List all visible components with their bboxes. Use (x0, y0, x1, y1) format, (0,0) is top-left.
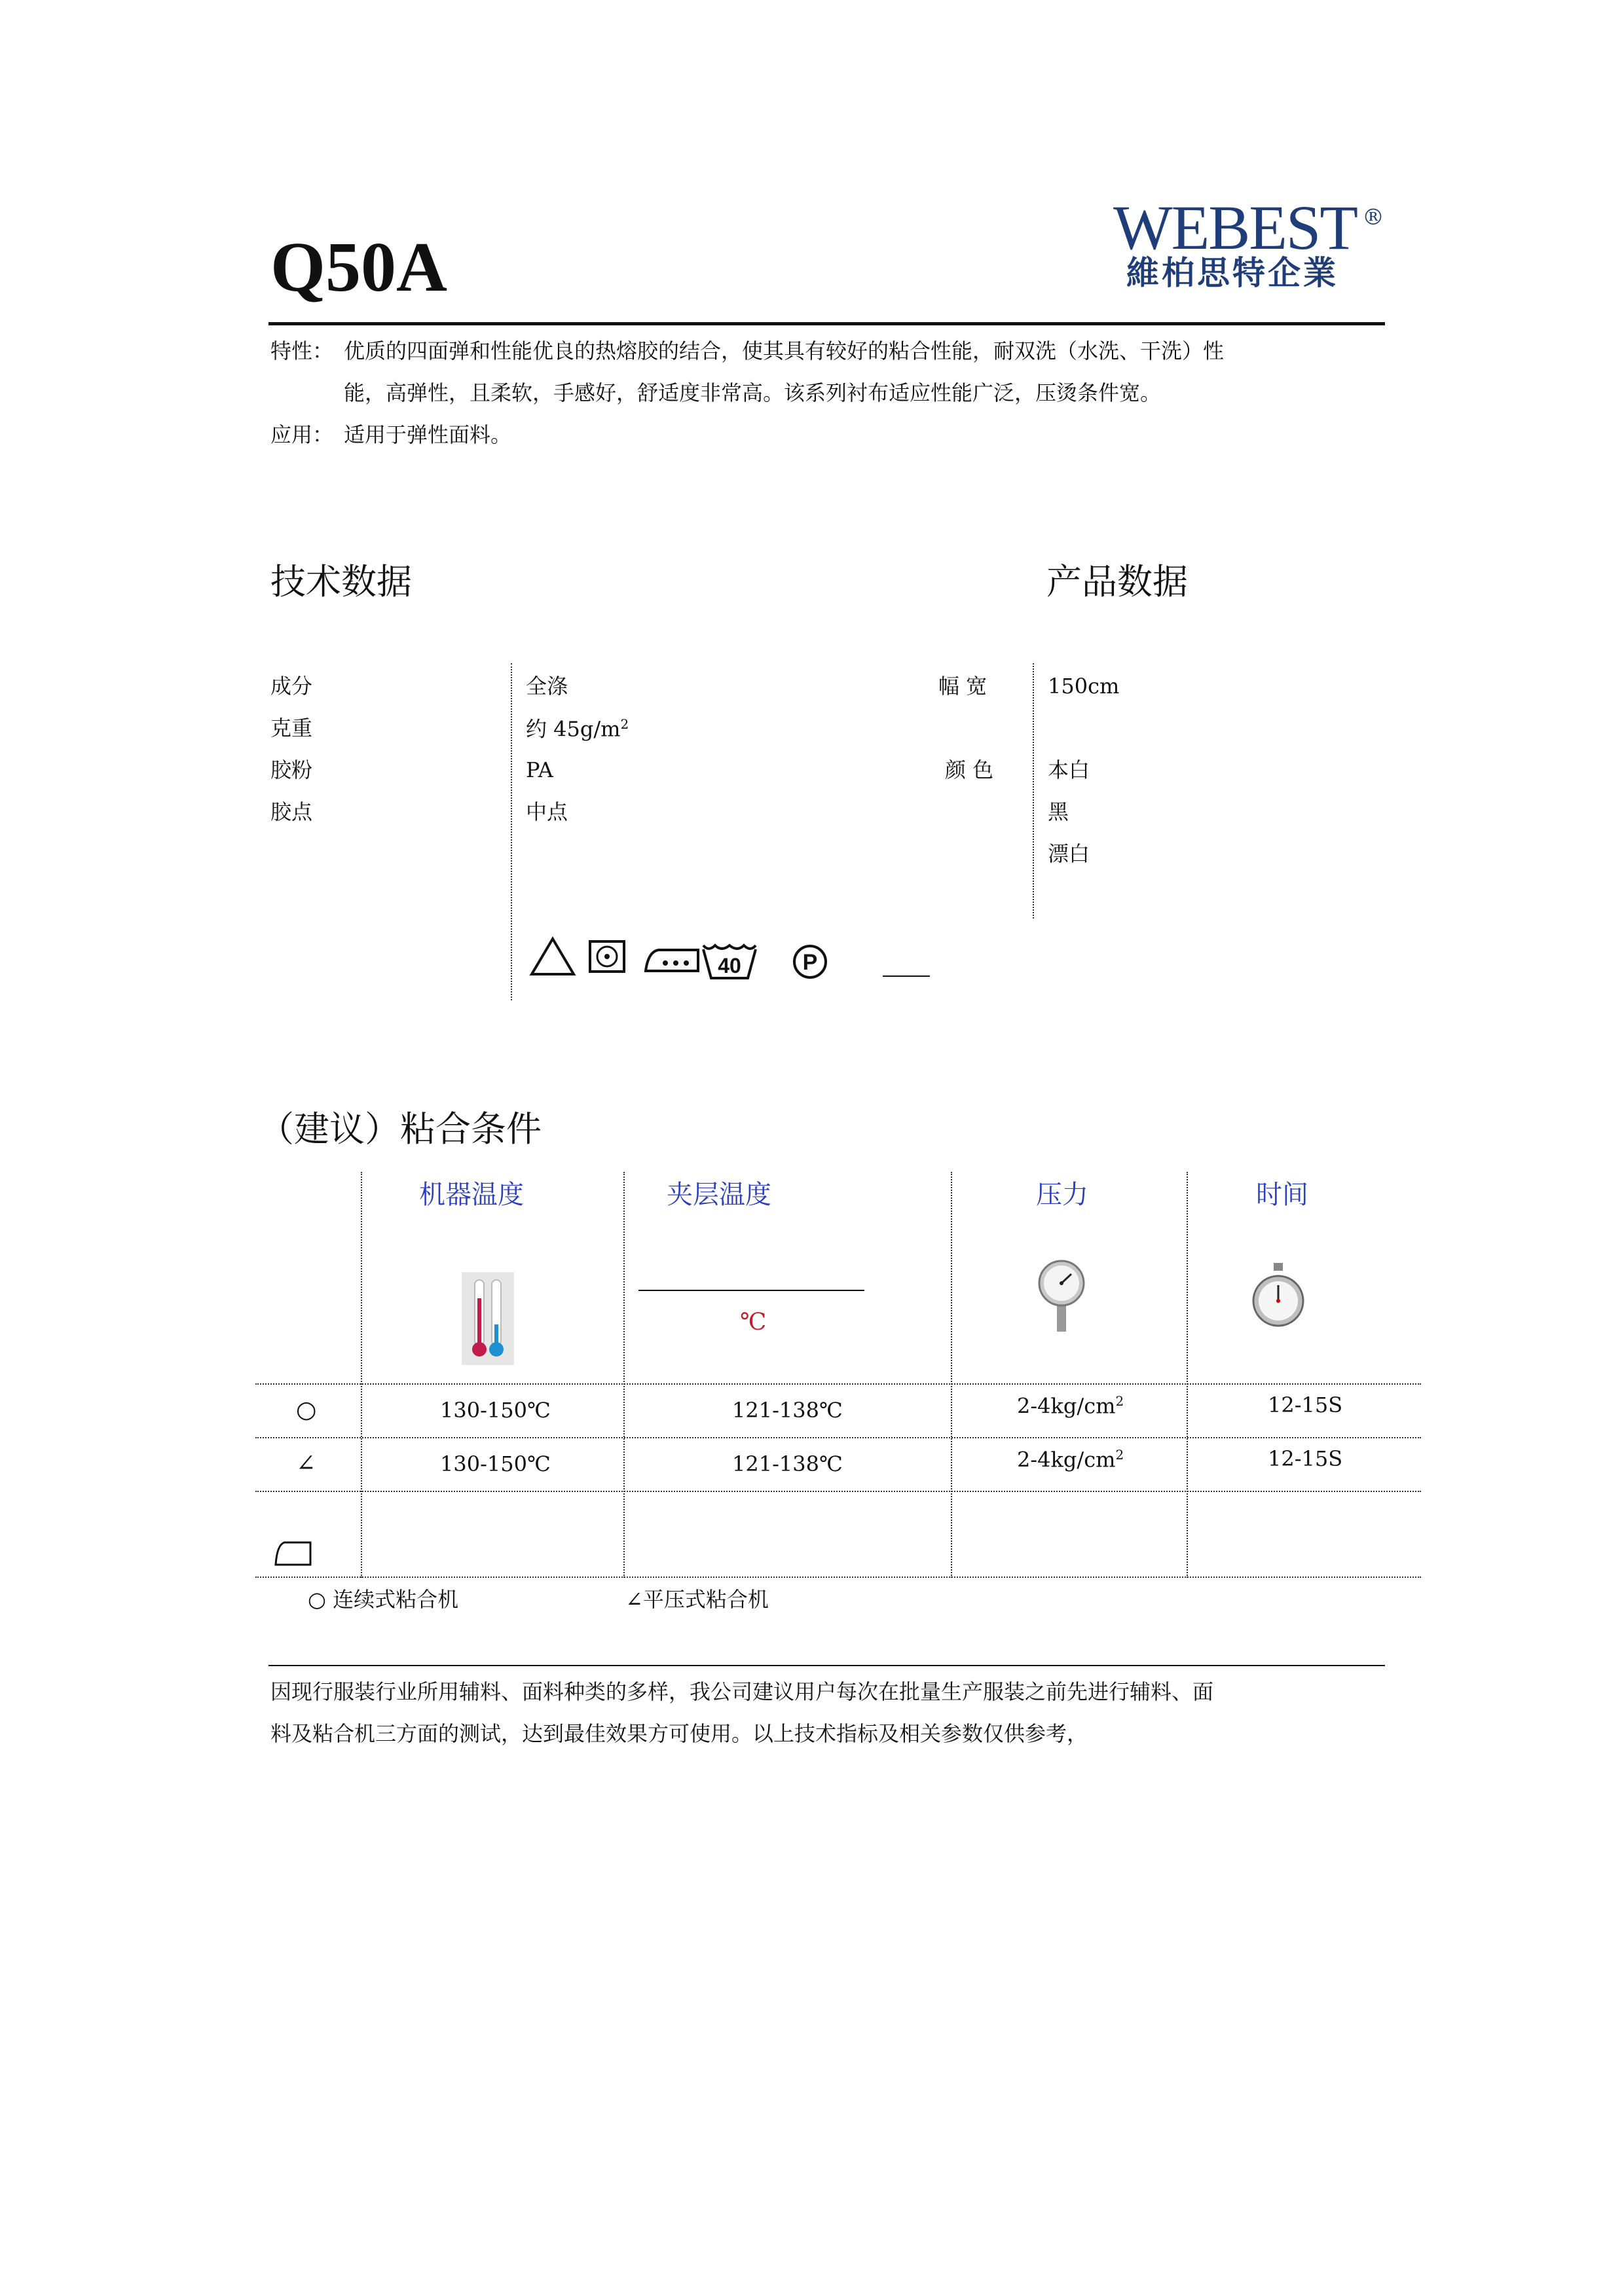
iron-row-icon (274, 1539, 313, 1567)
dryclean-p-icon (791, 943, 829, 981)
application-text: 适用于弹性面料。 (344, 422, 512, 447)
layer-temp-unit: ℃ (740, 1309, 767, 1336)
bond-col-divider-3 (951, 1172, 952, 1578)
product-color-2: 黑 (1048, 799, 1069, 824)
tech-data-heading: 技术数据 (270, 561, 412, 602)
header-divider (268, 322, 1385, 325)
triangle-bleach-icon (529, 936, 576, 977)
footer-line-1: 因现行服装行业所用辅料、面料种类的多样，我公司建议用户每次在批量生产服装之前先进行辅料、面 (270, 1679, 1214, 1704)
application-label: 应用： (270, 422, 334, 447)
product-width-label: 幅 宽 (938, 674, 987, 699)
model-title: Q50A (270, 228, 447, 306)
bond-row-divider-3 (255, 1491, 1421, 1492)
tech-value-composition: 全涤 (526, 674, 568, 699)
row2-symbol: ∠ (296, 1450, 316, 1477)
tech-value-weight: 约 $45g/m^2$ (526, 716, 629, 742)
pressure-gauge-icon (1037, 1257, 1086, 1336)
thermometer-icon (462, 1272, 514, 1365)
product-width-value: 150cm (1048, 674, 1120, 699)
bond-row-divider-1 (255, 1383, 1421, 1385)
row1-layer-temp: 121-138℃ (732, 1398, 843, 1423)
tech-label-dot: 胶点 (270, 799, 313, 824)
brand-logo-chinese: 維柏思特企業 (1126, 254, 1338, 292)
col-time: 时间 (1256, 1180, 1308, 1210)
feature-line-1: 优质的四面弹和性能优良的热熔胶的结合，使其具有较好的粘合性能，耐双洗（水洗、干洗）性 (344, 338, 1225, 363)
tech-divider (511, 663, 512, 1000)
bond-col-divider-1 (361, 1172, 362, 1578)
tech-label-weight: 克重 (270, 716, 313, 740)
iron-icon (643, 941, 701, 974)
bond-row-divider-2 (255, 1437, 1421, 1438)
col-machine-temp: 机器温度 (419, 1180, 524, 1210)
tech-label-composition: 成分 (270, 674, 313, 699)
bond-col-divider-2 (623, 1172, 625, 1578)
row1-time: 12-15S (1268, 1393, 1343, 1417)
product-color-3: 漂白 (1048, 841, 1090, 866)
product-color-label: 颜 色 (945, 757, 994, 782)
feature-label: 特性： (270, 338, 334, 363)
brand-logo-text: WEBEST (1113, 192, 1357, 263)
bond-row-divider-4 (255, 1576, 1421, 1578)
product-color-1: 本白 (1048, 757, 1090, 782)
row1-machine-temp: 130-150℃ (440, 1398, 551, 1423)
tech-label-adhesive: 胶粉 (270, 757, 313, 782)
bonding-heading: （建议）粘合条件 (259, 1108, 542, 1150)
col-layer-temp: 夹层温度 (667, 1180, 771, 1210)
dryclean-letter: P (802, 950, 818, 975)
product-data-heading: 产品数据 (1046, 561, 1188, 602)
row2-machine-temp: 130-150℃ (440, 1451, 551, 1476)
wash-40-icon (701, 940, 758, 981)
col-pressure: 压力 (1036, 1180, 1088, 1210)
tech-value-dot: 中点 (526, 799, 568, 824)
row1-pressure: $2-4kg/cm^2$ (1017, 1393, 1124, 1419)
legend-flat: ∠平压式粘合机 (625, 1587, 769, 1612)
wash-temp-text: 40 (718, 954, 741, 977)
stopwatch-icon (1252, 1262, 1304, 1332)
footer-line-2: 料及粘合机三方面的测试，达到最佳效果方可使用。以上技术指标及相关参数仅供参考， (270, 1721, 1088, 1746)
tumble-dry-icon (588, 939, 626, 974)
registered-mark: ® (1362, 204, 1384, 230)
row2-layer-temp: 121-138℃ (732, 1451, 843, 1476)
row1-symbol: ○ (296, 1396, 317, 1423)
row2-pressure: $2-4kg/cm^2$ (1017, 1447, 1124, 1472)
underline-icon (883, 975, 930, 977)
footer-divider (268, 1665, 1385, 1666)
product-divider (1033, 663, 1034, 919)
legend-continuous: ○ 连续式粘合机 (308, 1587, 459, 1612)
bond-col-divider-4 (1187, 1172, 1188, 1578)
feature-line-2: 能，高弹性，且柔软，手感好，舒适度非常高。该系列衬布适应性能广泛，压烫条件宽。 (344, 380, 1162, 405)
tech-value-adhesive: PA (526, 757, 553, 782)
layer-temp-line (638, 1290, 864, 1291)
row2-time: 12-15S (1268, 1446, 1343, 1471)
